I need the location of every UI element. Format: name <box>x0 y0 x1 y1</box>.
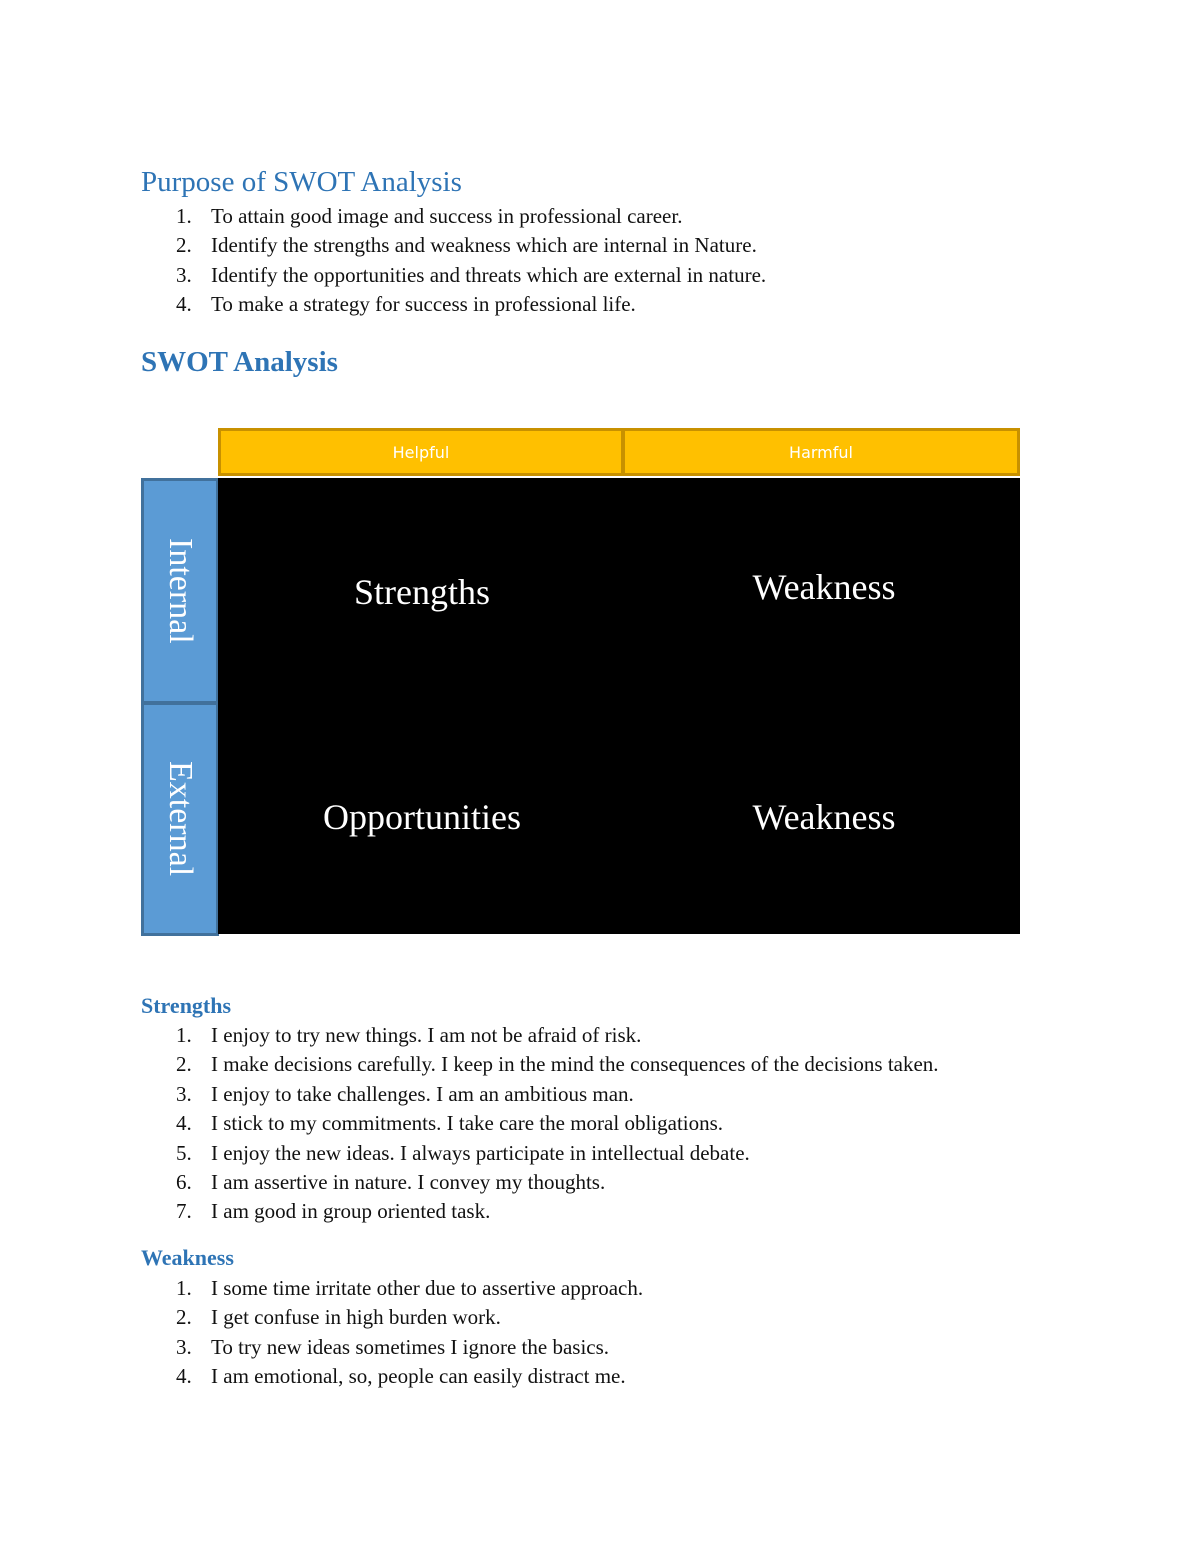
external-side-cell <box>141 702 219 936</box>
helpful-header: Helpful <box>218 428 624 476</box>
list-text: I stick to my commitments. I take care the moral obligations. <box>211 1111 724 1136</box>
swot-heading: SWOT Analysis <box>141 346 338 378</box>
list-text: I some time irritate other due to assertive approach. <box>211 1276 644 1300</box>
weakness-heading: Weakness <box>141 1245 234 1270</box>
purpose-heading: Purpose of SWOT Analysis <box>141 166 462 198</box>
list-text: I enjoy the new ideas. I always participate in intellectual debate. <box>211 1140 750 1165</box>
list-text: Identify the strengths and weakness which are internal in Nature. <box>211 233 757 258</box>
list-text: I get confuse in high burden work. <box>211 1305 501 1330</box>
external-label: External <box>162 761 199 877</box>
strengths-quadrant: Strengths <box>353 572 491 612</box>
list-number: 4. <box>176 1364 192 1389</box>
harmful-header: Harmful <box>622 428 1020 476</box>
internal-label: Internal <box>162 538 199 644</box>
list-number: 1. <box>176 1276 192 1300</box>
list-number: 6. <box>176 1169 192 1194</box>
swot-grid <box>218 478 1020 934</box>
list-number: 2. <box>176 1052 192 1077</box>
list-number: 1. <box>176 204 192 228</box>
strengths-heading: Strengths <box>141 993 232 1018</box>
opportunities-quadrant: Opportunities <box>323 797 521 837</box>
weakness-quadrant: Weakness <box>752 567 896 607</box>
swot-diagram <box>141 428 1021 936</box>
list-text: I enjoy to try new things. I am not be afraid of risk. <box>211 1023 642 1047</box>
list-text: I make decisions carefully. I keep in the mind the consequences of the decisions taken. <box>211 1052 939 1077</box>
list-number: 3. <box>176 1334 192 1359</box>
list-number: 2. <box>176 1305 192 1330</box>
list-number: 5. <box>176 1140 192 1165</box>
list-text: I enjoy to take challenges. I am an ambitious man. <box>211 1081 634 1106</box>
list-text: I am assertive in nature. I convey my thoughts. <box>211 1169 606 1194</box>
threats-quadrant: Weakness <box>752 797 896 837</box>
list-number: 4. <box>176 292 192 317</box>
list-number: 3. <box>176 1081 192 1106</box>
list-number: 3. <box>176 262 192 287</box>
list-text: I am good in group oriented task. <box>211 1199 491 1224</box>
internal-side-cell <box>141 478 219 704</box>
list-number: 4. <box>176 1111 192 1136</box>
list-text: I am emotional, so, people can easily distract me. <box>211 1364 626 1389</box>
list-text: To make a strategy for success in professional life. <box>211 292 636 317</box>
list-number: 7. <box>176 1199 192 1224</box>
list-text: To try new ideas sometimes I ignore the basics. <box>211 1334 610 1359</box>
list-number: 1. <box>176 1023 192 1047</box>
list-text: Identify the opportunities and threats which are external in nature. <box>211 262 767 287</box>
list-text: To attain good image and success in professional career. <box>211 204 683 228</box>
list-number: 2. <box>176 233 192 258</box>
